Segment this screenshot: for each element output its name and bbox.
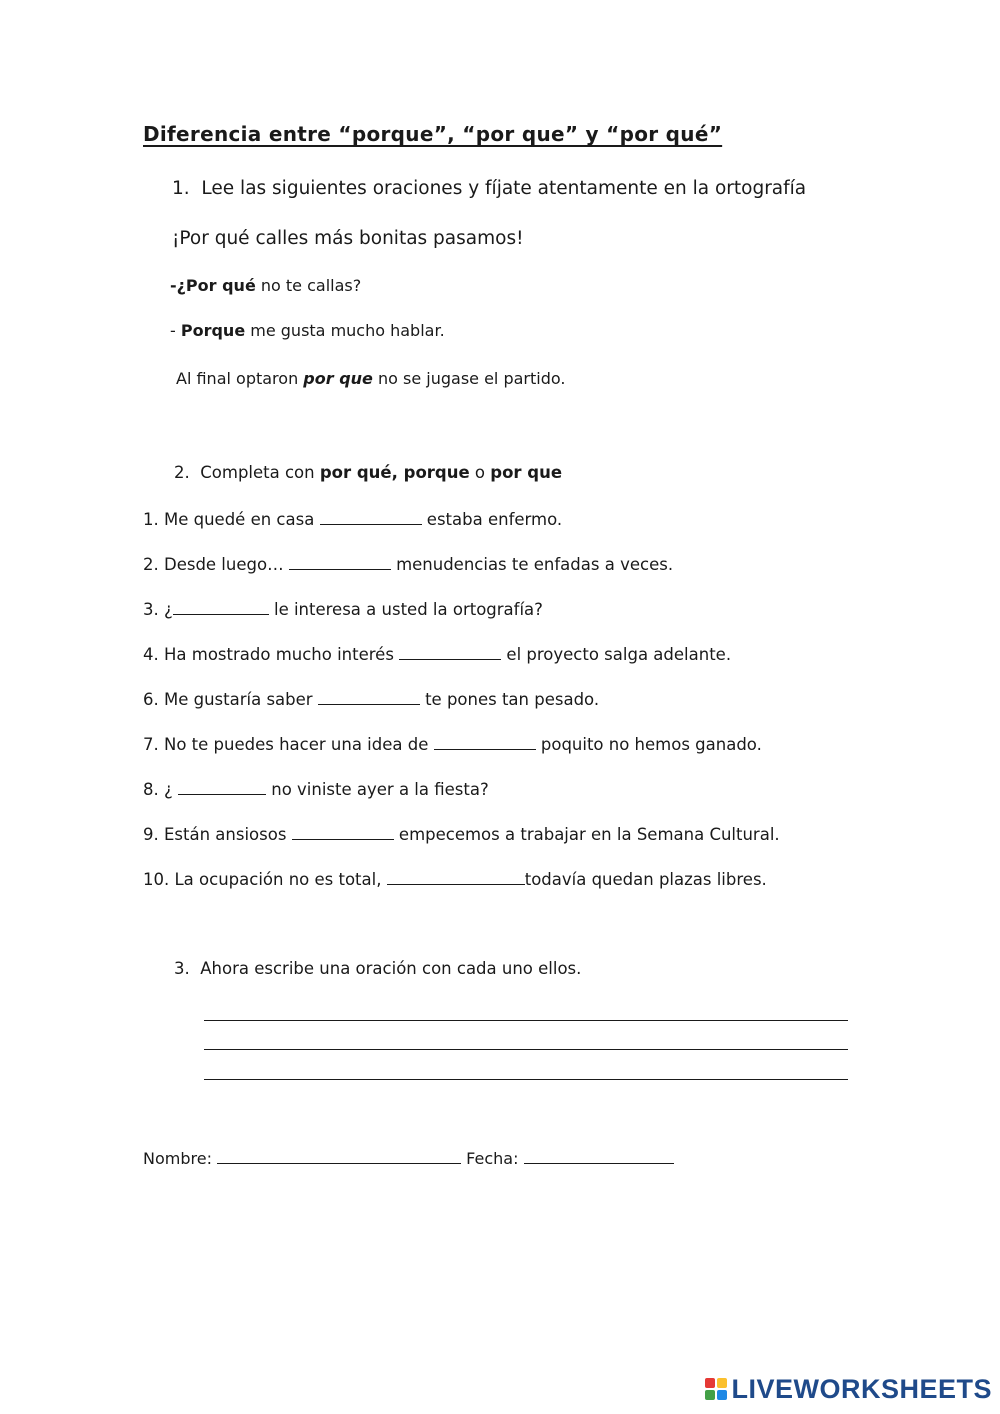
answer-blank[interactable] [178,780,266,795]
example-3-bold: Porque [180,321,246,340]
answer-blank[interactable] [320,510,422,525]
writing-line[interactable] [204,1049,848,1050]
example-sentence-3: - Porque me gusta mucho hablar. [170,321,445,340]
writing-line[interactable] [204,1079,848,1080]
example-4-bold: por que [303,369,373,388]
exercise-item: 1. Me quedé en casa estaba enfermo. [143,510,563,529]
section-3-number: 3. [174,959,190,978]
writing-line[interactable] [204,1020,848,1021]
date-label: Fecha: [466,1149,519,1168]
name-label: Nombre: [143,1149,212,1168]
date-field[interactable] [524,1149,674,1164]
exercise-item: 9. Están ansiosos empecemos a trabajar en la Semana Cultural. [143,825,780,844]
section-3-heading: 3. Ahora escribe una oración con cada uno ellos. [174,959,582,978]
exercise-item: 6. Me gustaría saber te pones tan pesado. [143,690,600,709]
section-1-text: Lee las siguientes oraciones y fíjate atentamente en la ortografía [201,178,807,199]
answer-blank[interactable] [387,870,525,885]
name-date-row [143,1149,674,1168]
section-2-number: 2. [174,463,190,482]
example-sentence-1: ¡Por qué calles más bonitas pasamos! [172,228,524,249]
section-1-heading [172,178,806,199]
answer-blank[interactable] [399,645,501,660]
example-sentence-2: -¿Por qué no te callas? [170,276,362,295]
answer-blank[interactable] [434,735,536,750]
section-1-number: 1. [172,178,190,199]
exercise-item: 10. La ocupación no es total, todavía quedan plazas libres. [143,870,767,889]
exercise-item: 7. No te puedes hacer una idea de poquito no hemos ganado. [143,735,762,754]
answer-blank[interactable] [173,600,269,615]
example-sentence-4: Al final optaron por que no se jugase el partido. [176,369,566,388]
answer-blank[interactable] [318,690,420,705]
liveworksheets-logo [705,1372,992,1406]
exercise-item: 4. Ha mostrado mucho interés el proyecto salga adelante. [143,645,732,664]
example-2-bold: ¿Por qué [176,276,256,295]
answer-blank[interactable] [289,555,391,570]
liveworksheets-logo-icon [705,1378,727,1400]
exercise-item: 3. ¿ le interesa a usted la ortografía? [143,600,543,619]
brand-text: LIVEWORKSHEETS [731,1373,992,1404]
name-field[interactable] [217,1149,461,1164]
answer-blank[interactable] [292,825,394,840]
worksheet-title: Diferencia entre “porque”, “por que” y “por qué” [143,122,723,146]
exercise-item: 8. ¿ no viniste ayer a la fiesta? [143,780,489,799]
section-2-heading: 2. Completa con por qué, porque o por que [174,463,563,482]
exercise-item: 2. Desde luego… menudencias te enfadas a veces. [143,555,674,574]
